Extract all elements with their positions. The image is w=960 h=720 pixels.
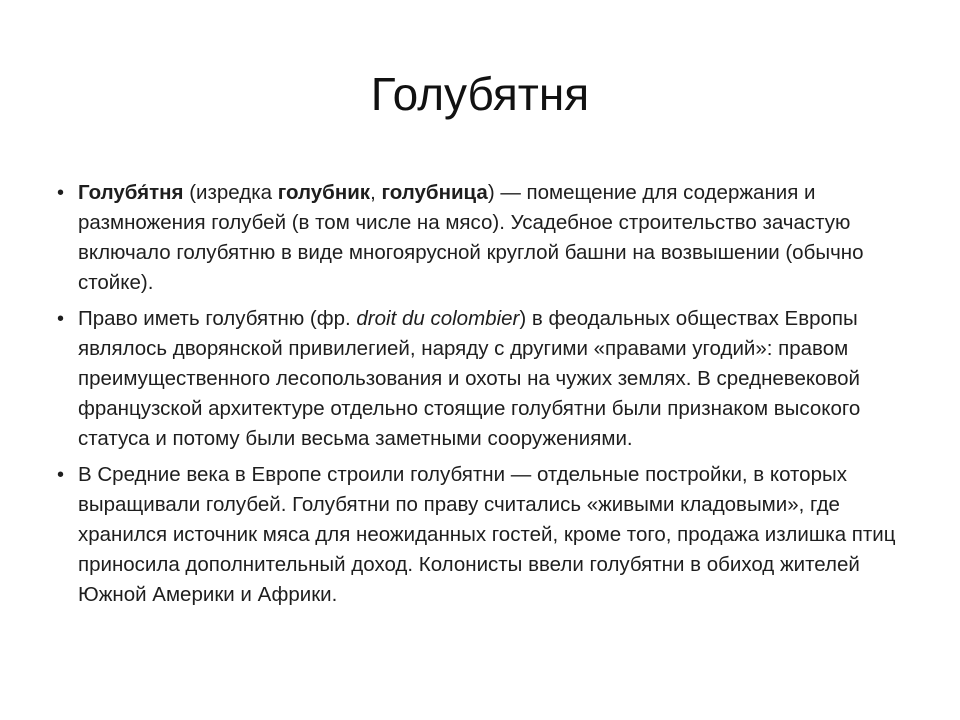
bullet-list	[56, 178, 906, 616]
bullet-item-3	[56, 460, 906, 610]
bullet-text: ) в феодальных обществах Европы являлось дворянской привилегией, наряду с другими «правами угодий»: правом преимущественного лесопользования и охоты на чужих землях. В средневековой французской архитектуре отдельно стоящие голубятни были признаком высокого статуса и потому были весьма заметными сооружениями.	[78, 307, 861, 450]
foreign-term-italic: droit du colombier	[356, 307, 520, 330]
bullet-item-1	[56, 178, 906, 298]
bullet-text: ) — помещение для содержания и размножения голубей (в том числе на мясо). Усадебное строительство зачастую включало голубятню в виде многоярусной круглой башни на возвышении (обычно стойке).	[78, 181, 864, 294]
bullet-icon: •	[57, 308, 65, 330]
slide-title: Голубятня	[370, 68, 590, 120]
term-bold: Голубя́тня	[78, 181, 184, 204]
bullet-icon: •	[57, 182, 65, 204]
bullet-text: Право иметь голубятню (фр.	[78, 307, 357, 330]
bullet-item-2	[56, 304, 906, 454]
bullet-icon: •	[57, 464, 65, 486]
bullet-text: (изредка	[183, 181, 278, 204]
alt-term-2: голубница	[381, 181, 488, 204]
bullet-text: В Средние века в Европе строили голубятни — отдельные постройки, в которых выращивали голубей. Голубятни по праву считались «живыми кладовыми», где хранился источник мяса для неожиданных гостей, кроме того, продажа излишка птиц приносила дополнительный доход. Колонисты ввели голубятни в обиход жителей Южной Америки и Африки.	[78, 463, 896, 606]
separator-text: ,	[370, 181, 382, 204]
alt-term-1: голубник	[277, 181, 371, 204]
